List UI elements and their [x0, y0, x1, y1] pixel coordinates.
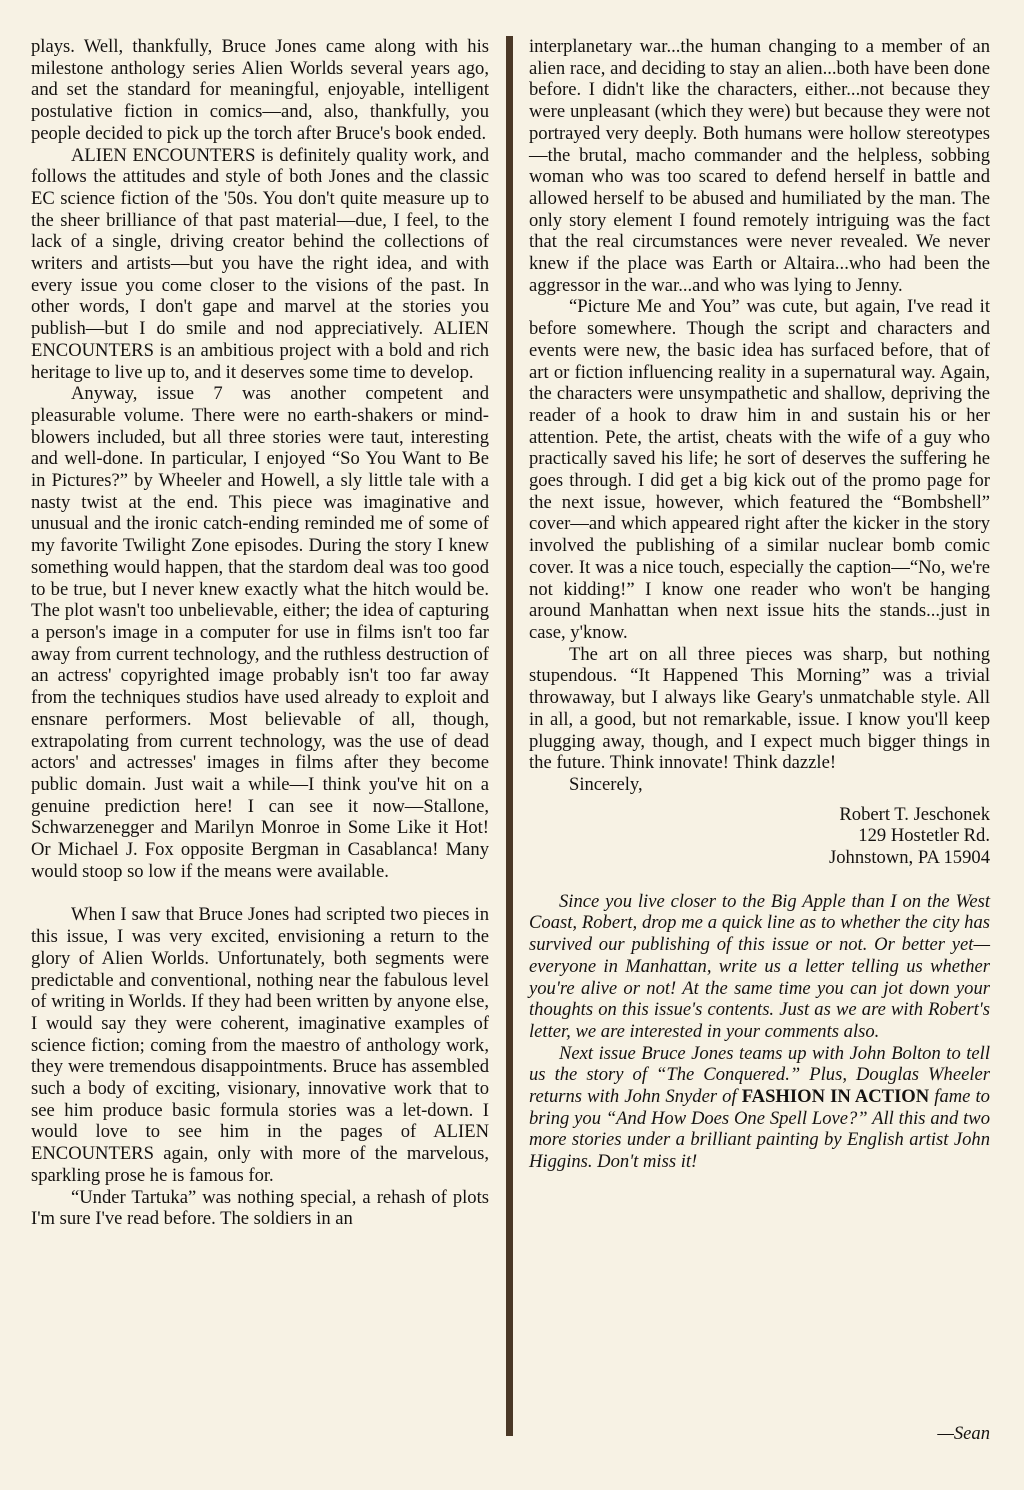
right-column	[529, 36, 990, 1173]
signature-name: Robert T. Jeschonek	[839, 803, 990, 825]
letter-paragraph: Anyway, issue 7 was another competent and pleasurable volume. There were no earth-shakers or mind-blowers included, but all three stories were taut, interesting and well-done. In particular, I enjoyed “So You Want to Be in Pictures?” by Wheeler and Howell, a sly little tale with a nasty twist at the end. This piece was imaginative and unusual and the ironic catch-ending reminded me of some of my favorite Twilight Zone episodes. During the story I knew something would happen, that the stardom deal was too good to be true, but I never knew exactly what the hitch would be. The plot wasn't too unbelievable, either; the idea of capturing a person's image in a computer for use in films isn't too far away from current technology, and the ruthless destruction of an actress' copyrighted image probably isn't too far away from the techniques studios have used already to exploit and ensnare performers. Most believable of all, though, extrapolating from current technology, was the use of dead actors' and actresses' images in films after they become public domain. Just wait a while—I think you've hit on a genuine prediction here! I can see it now—Stallone, Schwarzenegger and Marilyn Monroe in Some Like it Hot! Or Michael J. Fox opposite Bergman in Casablanca! Many would stoop so low if the means were available.	[31, 383, 489, 882]
reply-text: fame to bring you “And How Does One Spell Love?” All this and two more stories under a brilliant painting by English artist John Higgins. Don't miss it!	[529, 1086, 990, 1173]
letter-paragraph: plays. Well, thankfully, Bruce Jones came along with his milestone anthology series Alien Worlds several years ago, and set the standard for meaningful, enjoyable, intelligent postulative fiction in comics—and, also, thankfully, you people decided to pick up the torch after Bruce's book ended.	[31, 36, 489, 144]
letter-paragraph: ALIEN ENCOUNTERS is definitely quality work, and follows the attitudes and style of both Jones and the classic EC science fiction of the '50s. You don't quite measure up to the sheer brilliance of that past material—due, I feel, to the lack of a single, driving creator behind the collections of writers and artists—but you have the right idea, and with every issue you come closer to the visions of the past. In other words, I don't gape and marvel at the stories you publish—but I do smile and nod appreciatively. ALIEN ENCOUNTERS is an ambitious project with a bold and rich heritage to live up to, and it deserves some time to develop.	[31, 144, 489, 383]
reply-paragraph-next-issue	[529, 1043, 990, 1173]
signature-city: Johnstown, PA 15904	[828, 847, 990, 869]
letter-paragraph: interplanetary war...the human changing to a member of an alien race, and deciding to stay an alien...both have been done before. I didn't like the characters, either...not because they were unpleasant (which they were) but because they were not portrayed very deeply. Both humans were hollow stereotypes—the brutal, macho commander and the helpless, sobbing woman who was too scared to defend herself in battle and allowed herself to be abused and humiliated by the man. The only story element I found remotely intriguing was the fact that the real circumstances were never revealed. We never knew if the place was Earth or Altaira...who had been the aggressor in the war...and who was lying to Jenny.	[529, 36, 990, 296]
editor-signature: —Sean	[937, 1423, 990, 1444]
reply-paragraph: Since you live closer to the Big Apple than I on the West Coast, Robert, drop me a quick line as to whether the city has survived our publishing of this issue or not. Or better yet—everyone in Manhattan, write us a letter telling us whether you're alive or not! At the same time you can jot down your thoughts on this issue's contents. Just as we are with Robert's letter, we are interested in your comments also.	[529, 890, 990, 1042]
letter-paragraph: “Picture Me and You” was cute, but again, I've read it before somewhere. Though the script and characters and events were new, the basic idea has surfaced before, that of art or fiction influencing reality in a supernatural way. Again, the characters were unsympathetic and shallow, depriving the reader of a hook to draw him in and sustain his or her attention. Pete, the artist, cheats with the wife of a guy who practically saved his life; he sort of deserves the suffering he goes through. I did get a big kick out of the promo page for the next issue, however, which featured the “Bombshell” cover—and which appeared right after the kicker in the story involved the publishing of a similar nuclear bomb comic cover. It was a nice touch, especially the caption—“No, we're not kidding!” I know one reader who won't be hanging around Manhattan when next issue hits the stands...just in case, y'know.	[529, 296, 990, 643]
letter-paragraph: “Under Tartuka” was nothing special, a rehash of plots I'm sure I've read before. The soldiers in an	[31, 1186, 489, 1230]
title-fashion-in-action: FASHION IN ACTION	[741, 1086, 930, 1108]
letter-paragraph: When I saw that Bruce Jones had scripted two pieces in this issue, I was very excited, envisioning a return to the glory of Alien Worlds. Unfortunately, both segments were predictable and conventional, nothing near the fabulous level of writing in Worlds. If they had been written by anyone else, I would say they were coherent, imaginative examples of science fiction; coming from the maestro of anthology work, they were tremendous disappointments. Bruce has assembled such a body of exciting, visionary, innovative work that to see him produce basic formula stories was a let-down. I would love to see him in the pages of ALIEN ENCOUNTERS again, only with more of the marvelous, sparkling prose he is famous for.	[31, 904, 489, 1186]
reply-text: Next issue Bruce Jones teams up with John Bolton to tell us the story of “The Conquered.” Plus, Douglas Wheeler returns with John Snyder of	[529, 1042, 990, 1108]
left-column	[31, 36, 489, 1230]
letter-paragraph: The art on all three pieces was sharp, but nothing stupendous. “It Happened This Morning” was a trivial throwaway, but I always like Geary's unmatchable style. All in all, a good, but not remarkable, issue. I know you'll keep plugging away, though, and I expect much bigger things in the future. Think innovate! Think dazzle!	[529, 643, 990, 774]
letter-closing: Sincerely,	[569, 773, 643, 795]
editor-reply	[529, 891, 990, 1173]
letter-signature	[529, 804, 990, 869]
column-divider	[506, 36, 513, 1436]
signature-street: 129 Hostetler Rd.	[858, 825, 990, 847]
